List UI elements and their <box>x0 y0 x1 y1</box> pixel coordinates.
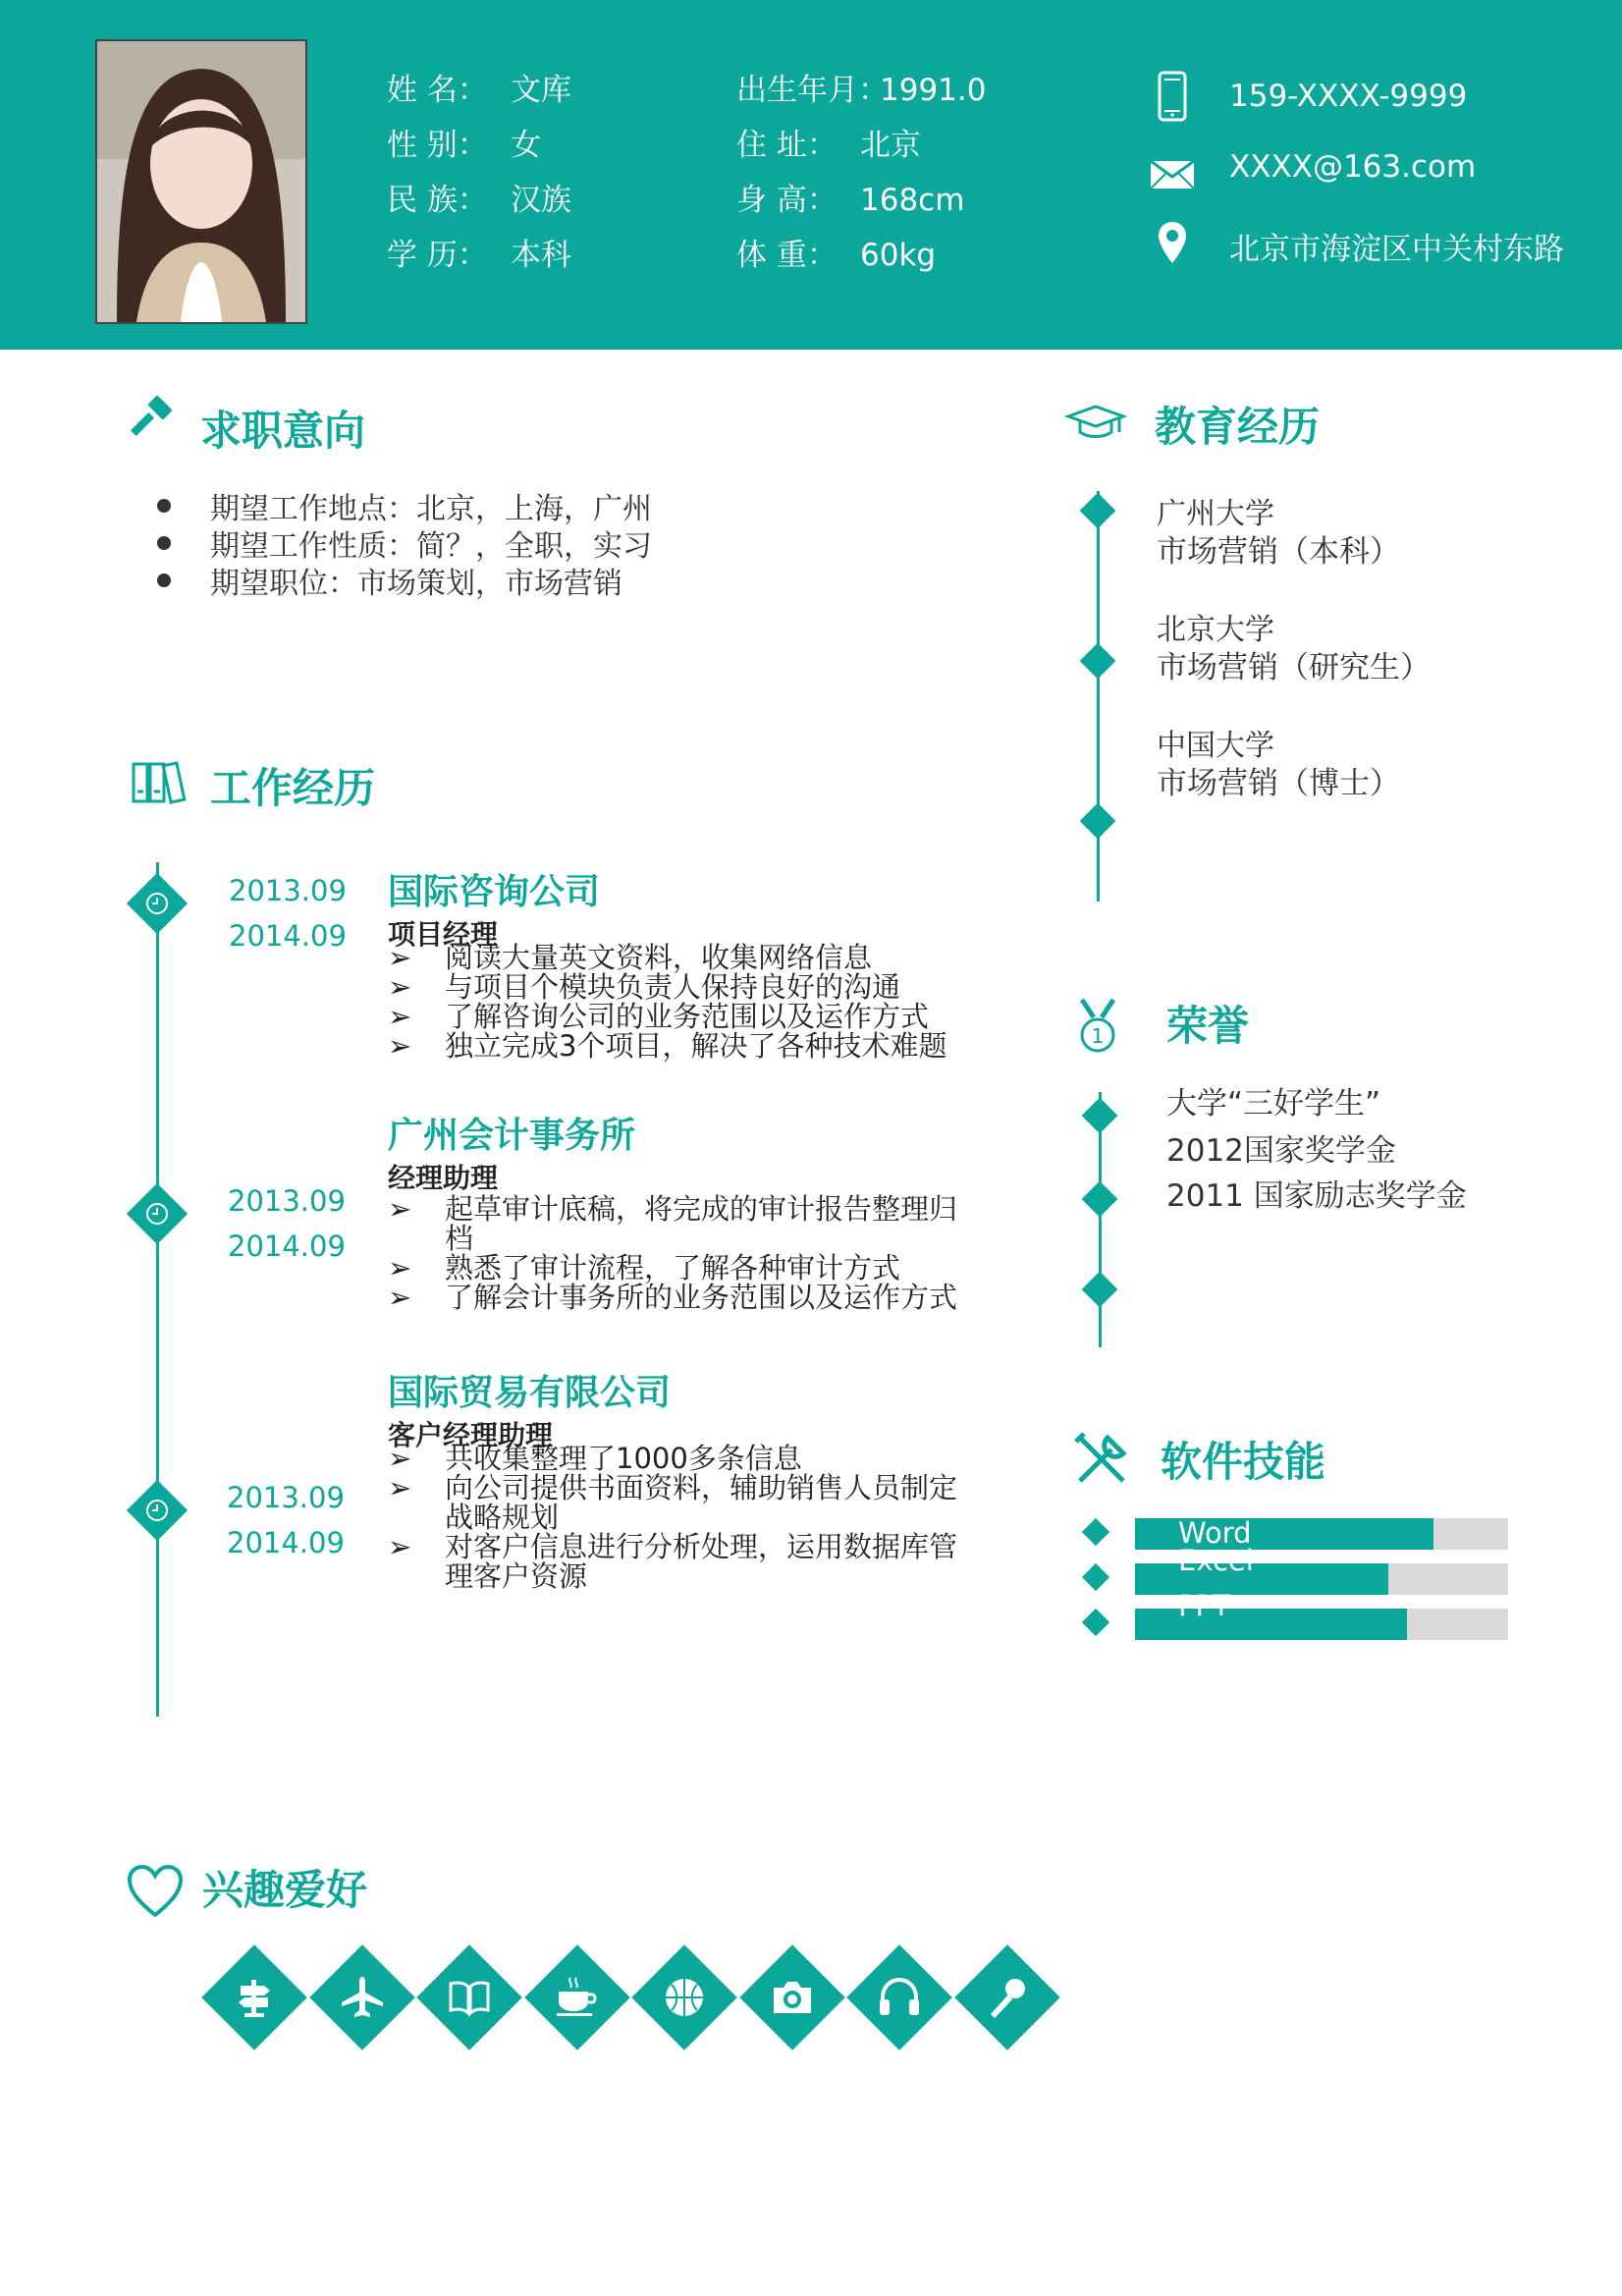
clock-icon <box>145 892 169 919</box>
timeline-marker <box>1080 803 1116 840</box>
clock-icon <box>145 1202 169 1230</box>
ethnicity-row <box>387 175 571 219</box>
duty-text: 向公司提供书面资料，辅助销售人员制定战略规划 <box>445 1471 958 1534</box>
residence-value: 北京 <box>860 128 921 163</box>
camera-icon <box>739 1944 845 2050</box>
duty-text: 熟悉了审计流程，了解各种审计方式 <box>445 1251 901 1285</box>
skill-bar-fill <box>1135 1544 1388 1595</box>
name-value: 文库 <box>511 73 571 108</box>
duty-text: 共收集整理了1000多条信息 <box>445 1442 802 1475</box>
graduation-cap-icon <box>1066 403 1125 446</box>
hobby-item <box>631 1944 737 2050</box>
school-major: 市场营销（本科） <box>1157 534 1400 570</box>
weight-value: 60kg <box>860 238 937 273</box>
skills-title: 软件技能 <box>1161 1438 1326 1486</box>
weight-row <box>736 230 936 274</box>
duty-item <box>388 1031 977 1061</box>
duty-item <box>388 943 977 972</box>
arrow-icon: ➢ <box>388 1029 412 1063</box>
intent-item <box>157 524 652 562</box>
hobby-item <box>846 1944 952 2050</box>
duty-item <box>388 1473 977 1532</box>
height-label: 身 高： <box>736 183 838 218</box>
address-text: 北京市海淀区中关村东路 <box>1229 232 1564 267</box>
timeline-marker <box>1080 643 1116 680</box>
gender-value: 女 <box>511 128 541 163</box>
skill-bar-track <box>1135 1589 1508 1640</box>
duty-text: 阅读大量英文资料，收集网络信息 <box>445 941 873 974</box>
skill-marker <box>1082 1609 1109 1636</box>
arrow-icon: ➢ <box>388 1281 412 1314</box>
school-name: 广州大学 <box>1157 497 1274 531</box>
intent-item-text: 期望工作地点：北京，上海，广州 <box>210 492 652 526</box>
residence-label: 住 址： <box>736 128 838 163</box>
school-major: 市场营销（研究生） <box>1157 650 1431 685</box>
mail-icon <box>1149 159 1196 194</box>
hobby-item <box>954 1944 1060 2050</box>
duty-item <box>388 1194 977 1253</box>
duty-item <box>388 972 977 1002</box>
duty-item <box>388 1253 977 1283</box>
skill-bar-fill <box>1135 1589 1407 1640</box>
arrow-icon: ➢ <box>388 1192 412 1226</box>
intent-item <box>157 487 652 524</box>
education-timeline-line <box>1097 491 1100 902</box>
job-end-date: 2014.09 <box>227 1526 345 1559</box>
job-end-date: 2014.09 <box>228 1230 346 1263</box>
binders-icon <box>130 758 185 809</box>
duty-item <box>388 1002 977 1031</box>
job-company: 广州会计事务所 <box>388 1116 636 1156</box>
svg-text:1: 1 <box>1091 1024 1105 1048</box>
gender-row <box>387 120 541 164</box>
job-duties <box>388 943 977 1061</box>
email-text: XXXX@163.com <box>1229 149 1477 185</box>
headphones-icon <box>846 1944 952 2050</box>
birth-row <box>736 65 986 109</box>
clock-icon <box>145 1499 169 1526</box>
duty-item <box>388 1283 977 1312</box>
timeline-marker <box>1082 1098 1118 1134</box>
education-label: 学 历： <box>387 238 488 273</box>
intent-item <box>157 562 652 599</box>
duty-text: 对客户信息进行分析处理，运用数据库管理客户资源 <box>445 1530 958 1593</box>
ethnicity-label: 民 族： <box>387 183 488 218</box>
timeline-marker <box>1082 1272 1118 1308</box>
residence-row <box>736 120 921 164</box>
skill-name: Excel <box>1178 1544 1254 1577</box>
bullet-icon <box>157 536 171 550</box>
job-start-date: 2013.09 <box>229 874 347 907</box>
work-timeline-line <box>156 862 159 1717</box>
hammer-icon <box>126 397 173 448</box>
timeline-marker <box>1082 1181 1118 1218</box>
arrow-icon: ➢ <box>388 1471 412 1504</box>
school-name: 北京大学 <box>1157 613 1274 647</box>
hobby-item <box>524 1944 630 2050</box>
height-row <box>736 175 964 219</box>
duty-text: 与项目个模块负责人保持良好的沟通 <box>445 970 901 1004</box>
ethnicity-value: 汉族 <box>511 183 571 218</box>
skill-marker <box>1082 1563 1109 1591</box>
job-start-date: 2013.09 <box>228 1184 346 1218</box>
duty-item <box>388 1532 977 1591</box>
book-icon <box>416 1944 522 2050</box>
name-row <box>387 65 571 109</box>
job-role: 项目经理 <box>388 918 499 951</box>
microphone-icon <box>954 1944 1060 2050</box>
arrow-icon: ➢ <box>388 970 412 1004</box>
job-start-date: 2013.09 <box>227 1481 345 1514</box>
work-title: 工作经历 <box>210 764 376 812</box>
job-company: 国际咨询公司 <box>388 872 601 912</box>
skill-name: Word <box>1178 1516 1252 1550</box>
arrow-icon: ➢ <box>388 1251 412 1285</box>
bullet-icon <box>157 499 171 513</box>
location-pin-icon <box>1157 220 1188 269</box>
birth-label: 出生年月： <box>736 73 889 108</box>
bullet-icon <box>157 574 171 587</box>
job-company: 国际贸易有限公司 <box>388 1373 672 1413</box>
job-duties <box>388 1194 977 1312</box>
hobbies-title: 兴趣爱好 <box>202 1866 368 1914</box>
duty-text: 了解会计事务所的业务范围以及运作方式 <box>445 1281 958 1314</box>
name-label: 姓 名： <box>387 73 488 108</box>
arrow-icon: ➢ <box>388 1442 412 1475</box>
duty-text: 独立完成3个项目，解决了各种技术难题 <box>445 1029 947 1063</box>
honor-item: 2012国家奖学金 <box>1166 1133 1396 1169</box>
heart-icon <box>126 1864 185 1923</box>
timeline-marker <box>1080 493 1116 529</box>
school-name: 中国大学 <box>1157 729 1274 763</box>
basketball-icon <box>631 1944 737 2050</box>
duty-text: 了解咨询公司的业务范围以及运作方式 <box>445 1000 930 1033</box>
duty-item <box>388 1444 977 1473</box>
birth-value: 1991.0 <box>880 73 987 108</box>
tools-icon <box>1072 1430 1131 1493</box>
intent-item-text: 期望职位：市场策划，市场营销 <box>210 567 622 601</box>
duty-text: 起草审计底稿，将完成的审计报告整理归档 <box>445 1192 958 1255</box>
hobby-item <box>309 1944 415 2050</box>
education-value: 本科 <box>511 238 571 273</box>
signpost-icon <box>201 1944 307 2050</box>
phone-icon <box>1157 71 1188 126</box>
honors-title: 荣誉 <box>1166 1002 1250 1050</box>
intent-list <box>157 487 652 599</box>
honor-item: 2011 国家励志奖学金 <box>1166 1178 1467 1214</box>
arrow-icon: ➢ <box>388 941 412 974</box>
job-role: 经理助理 <box>388 1162 499 1194</box>
arrow-icon: ➢ <box>388 1530 412 1563</box>
arrow-icon: ➢ <box>388 1000 412 1033</box>
weight-label: 体 重： <box>736 238 838 273</box>
hobby-item <box>739 1944 845 2050</box>
intent-title: 求职意向 <box>200 407 366 455</box>
job-end-date: 2014.09 <box>229 919 347 953</box>
profile-photo <box>95 39 307 324</box>
phone-text: 159-XXXX-9999 <box>1229 79 1468 114</box>
medal-icon <box>1074 998 1121 1059</box>
hobby-item <box>201 1944 307 2050</box>
education-title: 教育经历 <box>1155 403 1321 451</box>
intent-item-text: 期望工作性质：简？，全职，实习 <box>210 529 652 564</box>
gender-label: 性 别： <box>387 128 488 163</box>
job-role: 客户经理助理 <box>388 1419 554 1451</box>
hobby-item <box>416 1944 522 2050</box>
honor-item: 大学“三好学生” <box>1166 1086 1381 1121</box>
job-duties <box>388 1444 977 1591</box>
height-value: 168cm <box>860 183 965 218</box>
skill-marker <box>1082 1518 1109 1546</box>
education-row <box>387 230 571 274</box>
coffee-icon <box>524 1944 630 2050</box>
school-major: 市场营销（博士） <box>1157 766 1400 801</box>
skill-name: PPT <box>1178 1589 1230 1622</box>
airplane-icon <box>309 1944 415 2050</box>
